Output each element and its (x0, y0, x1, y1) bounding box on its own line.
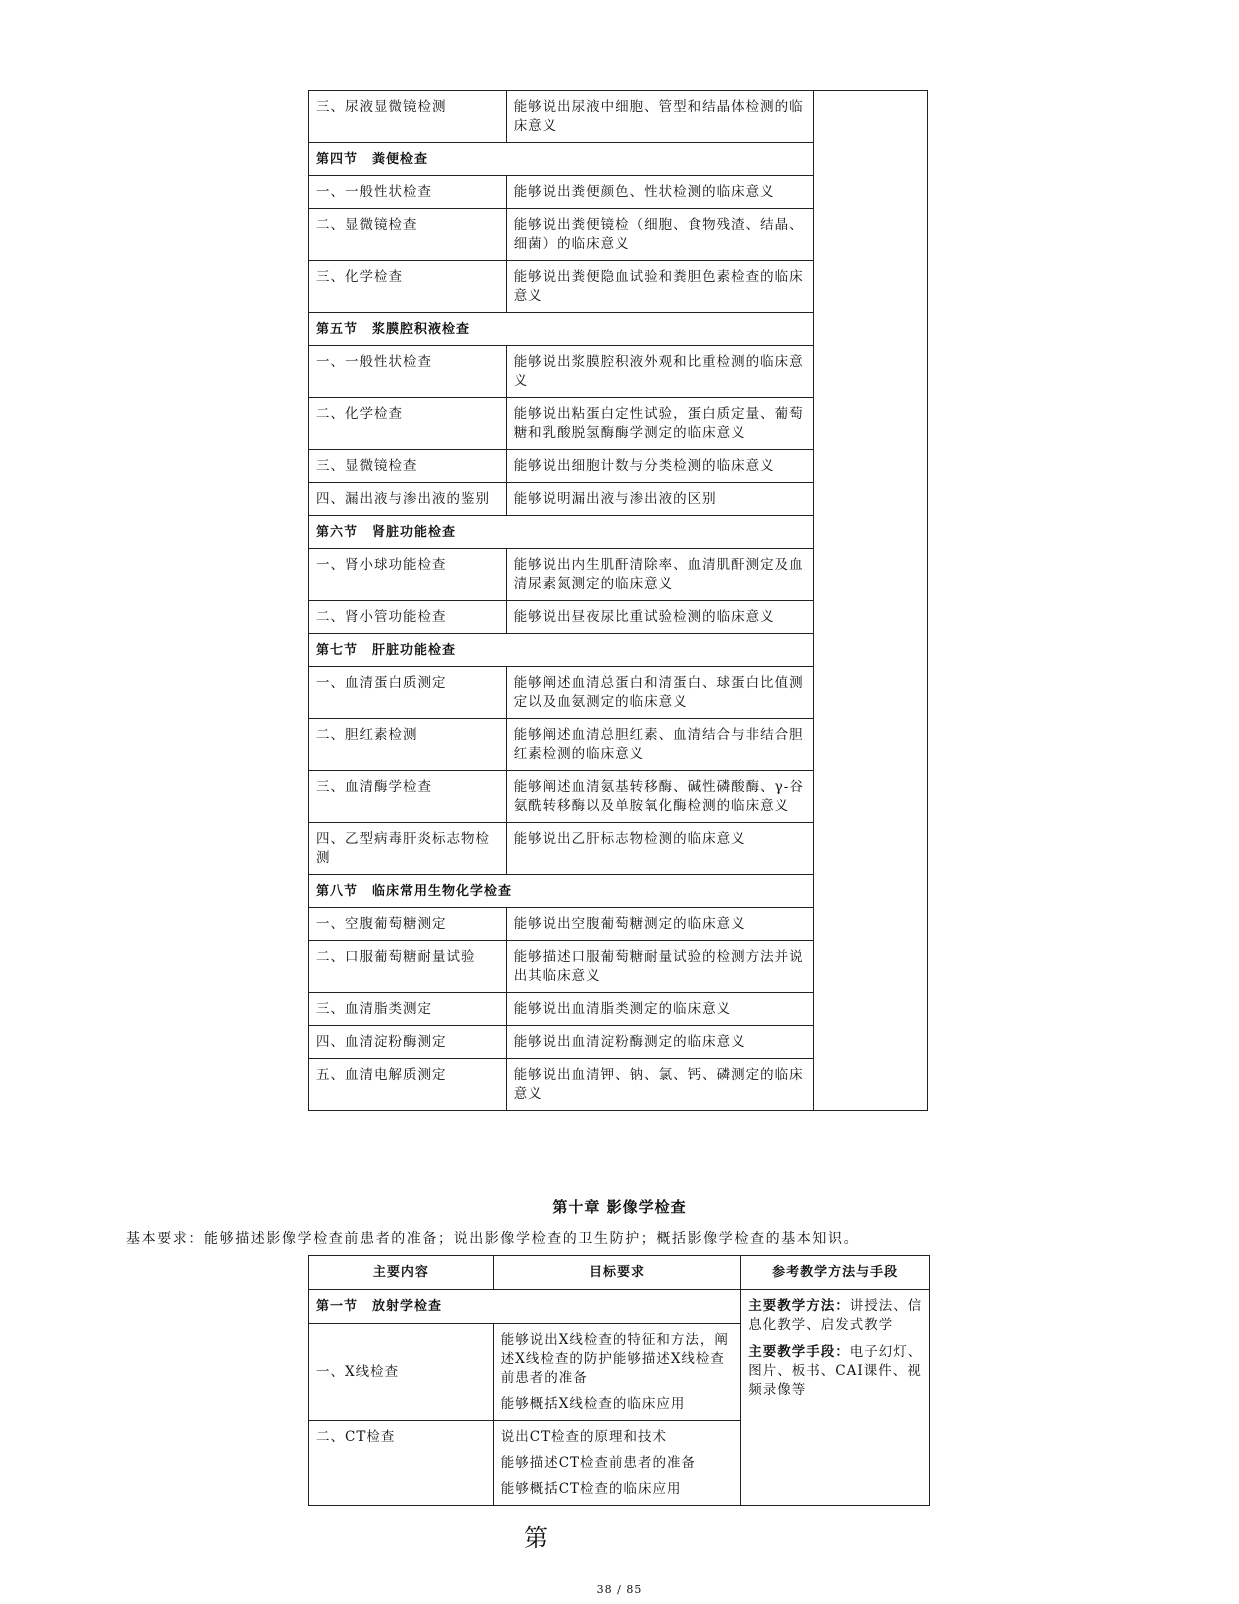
item-cell: 一、X线检查 (309, 1324, 494, 1421)
item-cell: 五、血清电解质测定 (309, 1059, 507, 1111)
requirement-line: 能够描述CT检查前患者的准备 (500, 1455, 697, 1471)
item-cell: 一、肾小球功能检查 (309, 549, 507, 601)
requirement-cell: 能够说出细胞计数与分类检测的临床意义 (506, 450, 813, 483)
item-cell: 二、胆红素检测 (309, 719, 507, 771)
requirement-cell: 能够说出粘蛋白定性试验，蛋白质定量、葡萄糖和乳酸脱氢酶酶学测定的临床意义 (506, 398, 813, 450)
item-cell: 三、显微镜检查 (309, 450, 507, 483)
table-row (309, 91, 928, 143)
method-label: 主要教学方法： (748, 1298, 850, 1314)
requirement-cell: 能够说出血清脂类测定的临床意义 (506, 993, 813, 1026)
item-cell: 二、口服葡萄糖耐量试验 (309, 941, 507, 993)
method-text: 讲授法、信息化教学、启发式教学 (748, 1298, 923, 1333)
item-cell: 二、CT检查 (309, 1421, 494, 1506)
item-cell: 四、乙型病毒肝炎标志物检测 (309, 823, 507, 875)
requirement-cell: 能够说出尿液中细胞、管型和结晶体检测的临床意义 (506, 91, 813, 143)
requirement-cell: 能够说出乙肝标志物检测的临床意义 (506, 823, 813, 875)
requirement-cell: 能够说出血清淀粉酶测定的临床意义 (506, 1026, 813, 1059)
teaching-methods-cell (741, 1290, 930, 1506)
section-label: 第八节 临床常用生物化学检查 (309, 875, 814, 908)
requirement-cell: 能够说出内生肌酐清除率、血清肌酐测定及血清尿素氮测定的临床意义 (506, 549, 813, 601)
section-label: 第五节 浆膜腔积液检查 (309, 313, 814, 346)
imaging-requirements-table (308, 1255, 930, 1506)
requirement-cell (493, 1324, 741, 1421)
requirement-cell: 能够说出空腹葡萄糖测定的临床意义 (506, 908, 813, 941)
means-text: 电子幻灯、图片、板书、CAI课件、视频录像等 (748, 1344, 923, 1398)
header-target-requirement: 目标要求 (493, 1256, 741, 1290)
requirement-cell: 能够阐述血清氨基转移酶、碱性磷酸酶、γ-谷氨酰转移酶以及单胺氧化酶检测的临床意义 (506, 771, 813, 823)
requirement-cell: 能够阐述血清总蛋白和清蛋白、球蛋白比值测定以及血氨测定的临床意义 (506, 667, 813, 719)
requirement-cell: 能够说出昼夜尿比重试验检测的临床意义 (506, 601, 813, 634)
requirement-cell: 能够描述口服葡萄糖耐量试验的检测方法并说出其临床意义 (506, 941, 813, 993)
requirement-cell: 能够说出粪便隐血试验和粪胆色素检查的临床意义 (506, 261, 813, 313)
chapter-title: 第十章 影像学检查 (552, 1198, 687, 1216)
item-cell: 一、空腹葡萄糖测定 (309, 908, 507, 941)
requirement-cell: 能够说出血清钾、钠、氯、钙、磷测定的临床意义 (506, 1059, 813, 1111)
requirements-table-continued (308, 90, 928, 1111)
page-number: 38 / 85 (596, 1583, 643, 1596)
header-teaching-methods: 参考教学方法与手段 (741, 1256, 930, 1290)
requirement-cell: 能够说出粪便镜检（细胞、食物残渣、结晶、细菌）的临床意义 (506, 209, 813, 261)
requirement-cell (493, 1421, 741, 1506)
item-cell: 一、一般性状检查 (309, 346, 507, 398)
requirement-cell: 能够阐述血清总胆红素、血清结合与非结合胆红素检测的临床意义 (506, 719, 813, 771)
means-label: 主要教学手段： (748, 1344, 850, 1360)
item-cell: 三、血清酶学检查 (309, 771, 507, 823)
requirement-cell: 能够说出粪便颜色、性状检测的临床意义 (506, 176, 813, 209)
item-cell: 二、肾小管功能检查 (309, 601, 507, 634)
requirement-cell: 能够说出浆膜腔积液外观和比重检测的临床意义 (506, 346, 813, 398)
item-cell: 四、血清淀粉酶测定 (309, 1026, 507, 1059)
basic-requirement-text: 基本要求：能够描述影像学检查前患者的准备；说出影像学检查的卫生防护；概括影像学检查的基本知识。 (126, 1231, 860, 1247)
section-row (309, 1290, 930, 1324)
item-cell: 二、化学检查 (309, 398, 507, 450)
item-cell: 一、一般性状检查 (309, 176, 507, 209)
table-header-row (309, 1256, 930, 1290)
section-label: 第四节 粪便检查 (309, 143, 814, 176)
section-label: 第六节 肾脏功能检查 (309, 516, 814, 549)
requirement-line: 能够概括CT检查的临床应用 (500, 1481, 682, 1497)
item-cell: 三、化学检查 (309, 261, 507, 313)
section-label: 第一节 放射学检查 (309, 1290, 741, 1324)
item-cell: 一、血清蛋白质测定 (309, 667, 507, 719)
requirement-line: 说出CT检查的原理和技术 (500, 1429, 668, 1445)
requirements-table-body (309, 91, 928, 1111)
requirement-line: 能够说出X线检查的特征和方法，阐述X线检查的防护能够描述X线检查前患者的准备 (500, 1332, 729, 1386)
requirement-line: 能够概括X线检查的临床应用 (500, 1396, 686, 1412)
section-label: 第七节 肝脏功能检查 (309, 634, 814, 667)
stray-character: 第 (524, 1524, 548, 1552)
item-cell: 三、尿液显微镜检测 (309, 91, 507, 143)
header-main-content: 主要内容 (309, 1256, 494, 1290)
item-cell: 四、漏出液与渗出液的鉴别 (309, 483, 507, 516)
requirement-cell: 能够说明漏出液与渗出液的区别 (506, 483, 813, 516)
item-cell: 三、血清脂类测定 (309, 993, 507, 1026)
item-cell: 二、显微镜检查 (309, 209, 507, 261)
teaching-methods-cell (814, 91, 928, 1111)
